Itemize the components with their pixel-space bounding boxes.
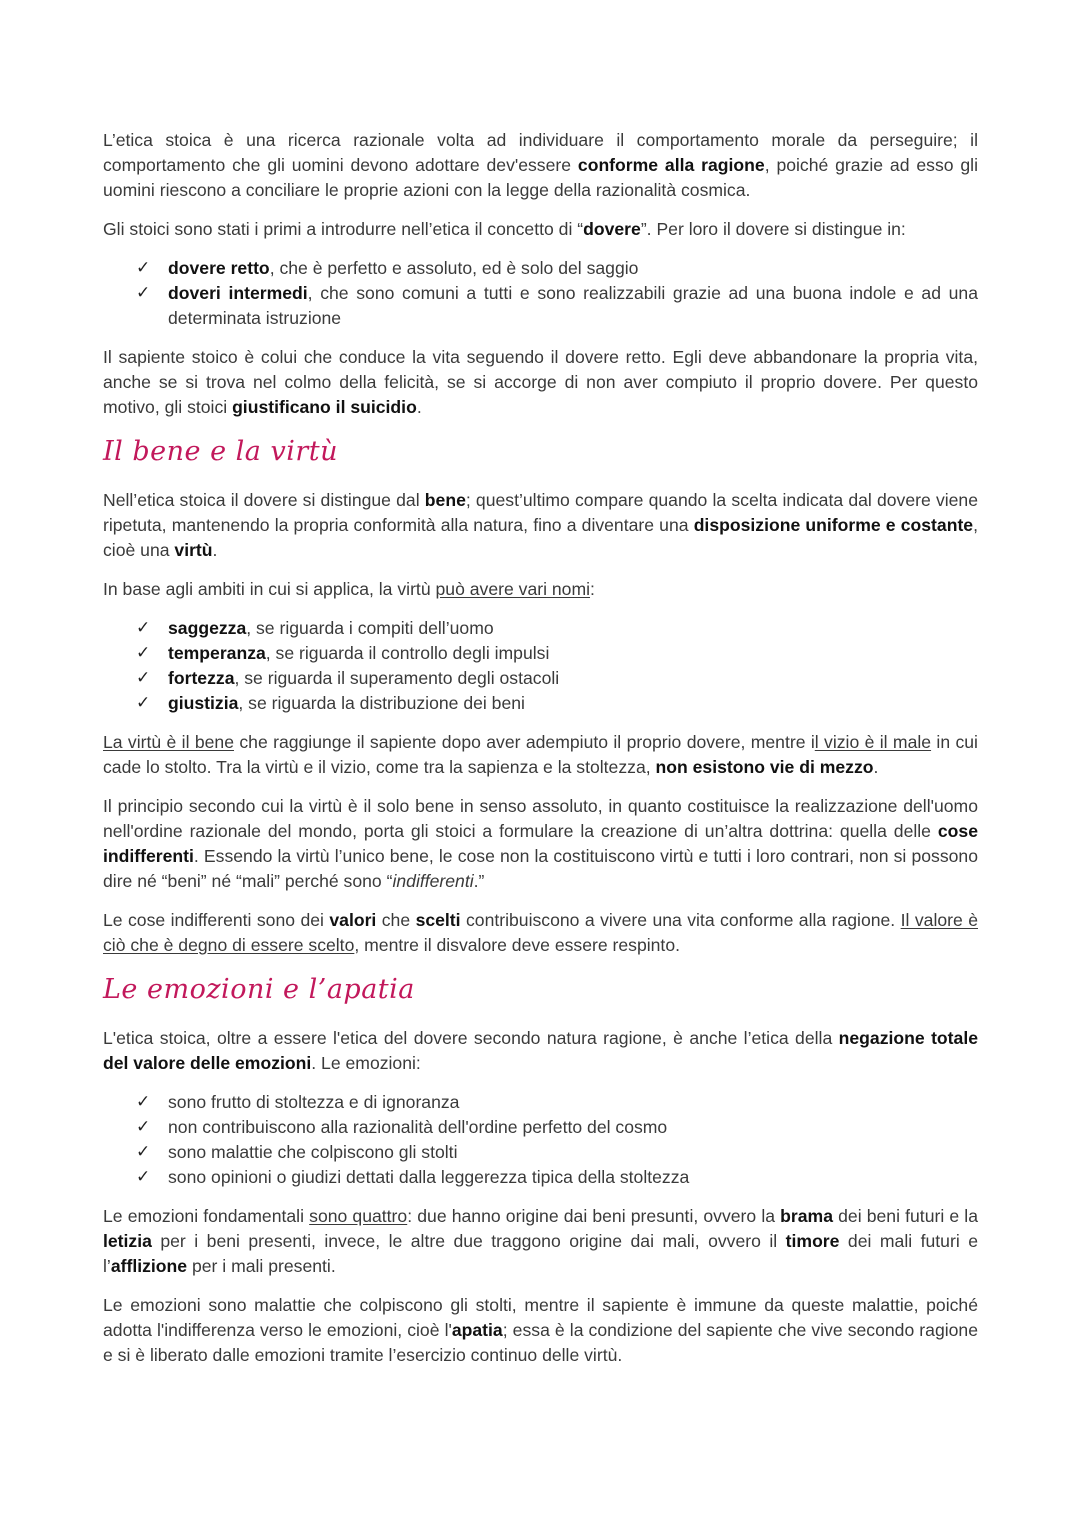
- dovere-list: [103, 256, 978, 331]
- bold-text: fortezza: [168, 668, 235, 688]
- text: , se riguarda la distribuzione dei beni: [238, 693, 525, 713]
- bold-text: dovere retto: [168, 258, 270, 278]
- text: sono frutto di stoltezza e di ignoranza: [168, 1092, 460, 1112]
- text: sono malattie che colpiscono gli stolti: [168, 1142, 458, 1162]
- text: , se riguarda i compiti dell’uomo: [246, 618, 494, 638]
- list-item: [136, 1165, 978, 1190]
- text: . Le emozioni:: [311, 1053, 421, 1073]
- text: Le cose indifferenti sono dei: [103, 910, 330, 930]
- virtu-list: [103, 616, 978, 716]
- text: in cui cade lo stolto. Tra la virtù e il vizio, come tra la sapienza e la stoltezza,: [103, 732, 978, 777]
- text: contribuiscono a vivere una vita conforme alla ragione.: [460, 910, 901, 930]
- paragraph-etica-stoica: [103, 128, 978, 203]
- list-item: [136, 666, 978, 691]
- bold-text: non esistono vie di mezzo: [655, 757, 874, 777]
- list-item: [136, 1090, 978, 1115]
- checkmark-icon: ✓: [136, 1117, 151, 1137]
- bold-text: bene: [424, 490, 466, 510]
- text: che: [376, 910, 416, 930]
- list-item: [136, 616, 978, 641]
- text: ”. Per loro il dovere si distingue in:: [640, 219, 906, 239]
- checkmark-icon: ✓: [136, 283, 151, 303]
- paragraph-dovere: [103, 217, 978, 242]
- underlined-text: può avere vari nomi: [435, 579, 591, 599]
- text: , cioè una: [103, 515, 978, 560]
- checkmark-icon: ✓: [136, 258, 151, 278]
- text: .: [212, 540, 218, 560]
- italic-text: indifferenti: [392, 871, 474, 891]
- bold-text: brama: [780, 1206, 833, 1226]
- checkmark-icon: ✓: [136, 618, 151, 638]
- bold-text: disposizione uniforme e costante: [693, 515, 974, 535]
- list-item: [136, 641, 978, 666]
- bold-text: apatia: [451, 1320, 503, 1340]
- bold-text: letizia: [103, 1231, 152, 1251]
- text: Le emozioni sono malattie che colpiscono gli stolti, mentre il sapiente è immune da queste malattie, poiché adotta l'indifferenza verso le emozioni, cioè l': [103, 1295, 978, 1340]
- underlined-text: Il valore è ciò che è degno di essere scelto: [103, 910, 978, 955]
- bold-text: afflizione: [110, 1256, 188, 1276]
- bold-text: doveri intermedi: [168, 283, 308, 303]
- text: sono opinioni o giudizi dettati dalla leggerezza tipica della stoltezza: [168, 1167, 690, 1187]
- underlined-text: l vizio è il male: [814, 732, 932, 752]
- bold-text: negazione totale del valore delle emozioni: [103, 1028, 978, 1073]
- paragraph-sapiente: [103, 345, 978, 420]
- list-item: [136, 1140, 978, 1165]
- text: :: [590, 579, 595, 599]
- text: , se riguarda il controllo degli impulsi: [265, 643, 550, 663]
- text: Gli stoici sono stati i primi a introdurre nell’etica il concetto di “: [103, 219, 584, 239]
- bold-text: temperanza: [168, 643, 266, 663]
- paragraph-emozioni-fondamentali: [103, 1204, 978, 1279]
- text: .”: [473, 871, 485, 891]
- underlined-text: sono quattro: [309, 1206, 408, 1226]
- text: .: [873, 757, 879, 777]
- text: L'etica stoica, oltre a essere l'etica del dovere secondo natura ragione, è anche l’etica della: [103, 1028, 839, 1048]
- text: , poiché grazie ad esso gli uomini riescono a conciliare le proprie azioni con la legge della razionalità cosmica.: [103, 155, 978, 200]
- paragraph-apatia: [103, 1293, 978, 1368]
- list-item: [136, 1115, 978, 1140]
- text: . Essendo la virtù l’unico bene, le cose non la costituiscono virtù e tutti i loro contrari, non si possono dire né “beni” né “mali” perché sono “: [103, 846, 978, 891]
- text: Nell’etica stoica il dovere si distingue dal: [103, 490, 425, 510]
- section-heading-emozioni-apatia: Le emozioni e l’apatia: [103, 974, 415, 1005]
- bold-text: virtù: [174, 540, 213, 560]
- paragraph-cose-indifferenti: [103, 794, 978, 894]
- bold-text: dovere: [583, 219, 641, 239]
- underlined-text: La virtù è il bene: [103, 732, 234, 752]
- paragraph-virtu-vizio: [103, 730, 978, 780]
- list-item: [136, 691, 978, 716]
- checkmark-icon: ✓: [136, 1167, 151, 1187]
- paragraph-bene: [103, 488, 978, 563]
- text: .: [416, 397, 422, 417]
- paragraph-emozioni: [103, 1026, 978, 1076]
- paragraph-nomi-virtu: [103, 577, 978, 602]
- checkmark-icon: ✓: [136, 643, 151, 663]
- bold-text: scelti: [415, 910, 461, 930]
- list-item: [136, 256, 978, 281]
- checkmark-icon: ✓: [136, 1142, 151, 1162]
- text: , che è perfetto e assoluto, ed è solo del saggio: [269, 258, 639, 278]
- bold-text: valori: [329, 910, 377, 930]
- bold-text: giustificano il suicidio: [232, 397, 417, 417]
- text: dei beni futuri e la: [832, 1206, 979, 1226]
- text: non contribuiscono alla razionalità dell'ordine perfetto del cosmo: [168, 1117, 668, 1137]
- paragraph-valori: [103, 908, 978, 958]
- text: L’etica stoica è una ricerca razionale volta ad individuare il comportamento morale da perseguire; il comportamento che gli uomini devono adottare dev'essere: [103, 130, 978, 175]
- text: per i beni presenti, invece, le altre due traggono origine dai mali, ovvero il: [151, 1231, 786, 1251]
- text: , che sono comuni a tutti e sono realizzabili grazie ad una buona indole e ad una determinata istruzione: [168, 283, 978, 328]
- bold-text: timore: [785, 1231, 840, 1251]
- text: , mentre il disvalore deve essere respinto.: [354, 935, 680, 955]
- bold-text: giustizia: [168, 693, 239, 713]
- text: Il principio secondo cui la virtù è il solo bene in senso assoluto, in quanto costituisce la realizzazione dell'uomo nell'ordine razionale del mondo, porta gli stoici a formulare la creazione di un’altra dottrina: quella delle: [103, 796, 978, 841]
- text: per i mali presenti.: [187, 1256, 336, 1276]
- bold-text: saggezza: [168, 618, 247, 638]
- text: ; quest’ultimo compare quando la scelta indicata dal dovere viene ripetuta, mantenendo la propria conformità alla natura, fino a diventare una: [103, 490, 978, 535]
- section-heading-bene-virtu: Il bene e la virtù: [103, 436, 339, 467]
- text: dei mali futuri e l’: [103, 1231, 978, 1276]
- emozioni-list: [103, 1090, 978, 1190]
- checkmark-icon: ✓: [136, 1092, 151, 1112]
- bold-text: cose indifferenti: [103, 821, 978, 866]
- text: che raggiunge il sapiente dopo aver adempiuto il proprio dovere, mentre i: [234, 732, 815, 752]
- text: Il sapiente stoico è colui che conduce la vita seguendo il dovere retto. Egli deve abbandonare la propria vita, anche se si trova nel colmo della felicità, se si accorge di non aver compiuto il proprio dovere. Per questo motivo, gli stoici: [103, 347, 978, 417]
- document-body: [103, 128, 978, 1382]
- text: In base agli ambiti in cui si applica, la virtù: [103, 579, 436, 599]
- bold-text: conforme alla ragione: [577, 155, 765, 175]
- text: ; essa è la condizione del sapiente che vive secondo ragione e si è liberato dalle emozioni tramite l’esercizio continuo delle virtù.: [103, 1320, 979, 1365]
- text: : due hanno origine dai beni presunti, ovvero la: [407, 1206, 781, 1226]
- text: Le emozioni fondamentali: [103, 1206, 310, 1226]
- checkmark-icon: ✓: [136, 693, 151, 713]
- checkmark-icon: ✓: [136, 668, 151, 688]
- text: , se riguarda il superamento degli ostacoli: [234, 668, 560, 688]
- list-item: [136, 281, 978, 331]
